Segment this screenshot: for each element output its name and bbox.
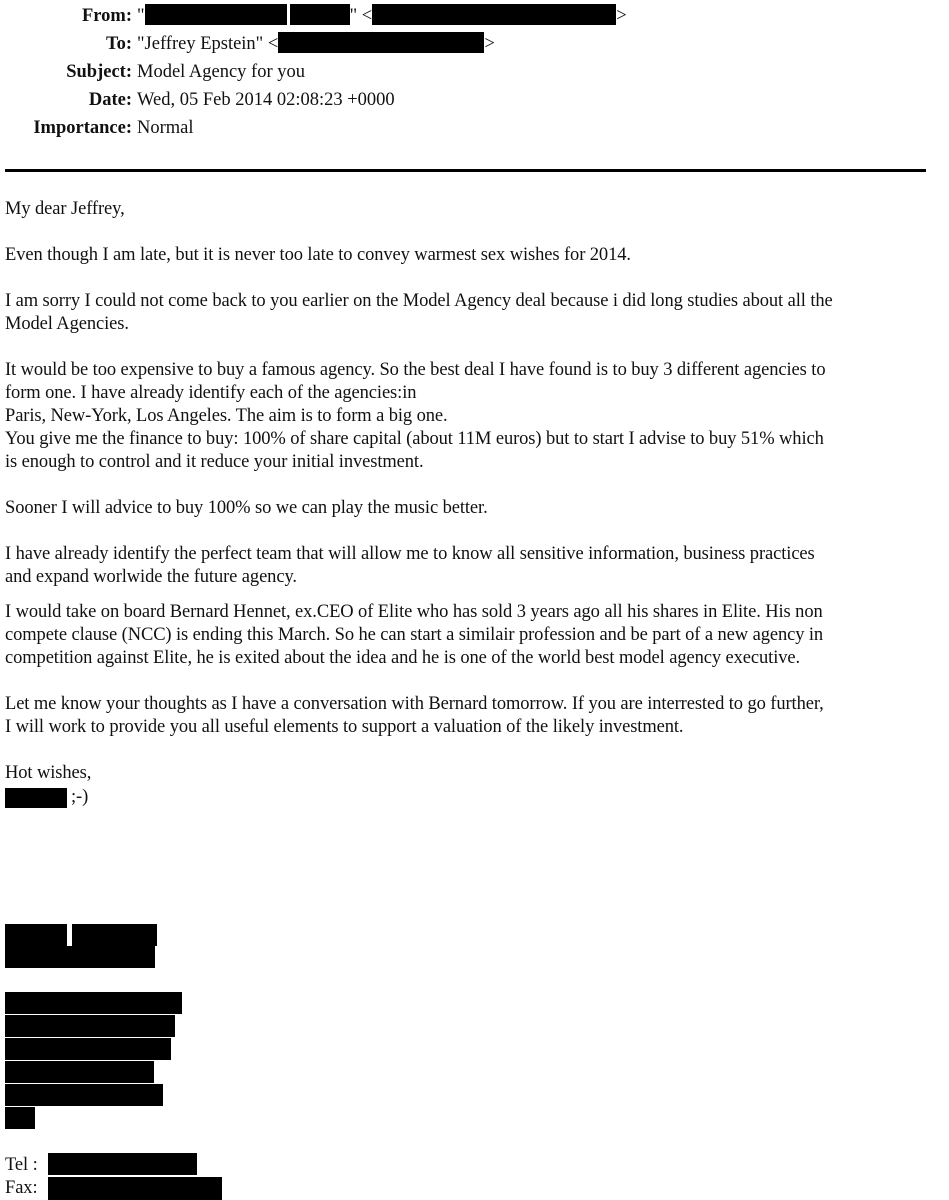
body-line: I will work to provide you all useful elements to support a valuation of the likely investment.	[5, 717, 684, 737]
signoff-emoticon: ;-)	[71, 787, 89, 807]
body-line: It would be too expensive to buy a famous agency. So the best deal I have found is to buy 3 different agencies to	[5, 360, 826, 380]
body-line: Sooner I will advice to buy 100% so we can play the music better.	[5, 498, 488, 518]
body-line: I have already identify the perfect team that will allow me to know all sensitive information, business practices	[5, 544, 815, 564]
from-label: From:	[82, 6, 132, 26]
to-name: "Jeffrey Epstein" <	[137, 34, 279, 54]
redaction-block	[72, 924, 157, 946]
redaction-block	[5, 1107, 35, 1129]
from-quote-close: " <	[349, 6, 373, 26]
body-line: Let me know your thoughts as I have a conversation with Bernard tomorrow. If you are interrested to go further,	[5, 694, 824, 714]
redaction-block	[5, 924, 67, 946]
redaction-block	[48, 1177, 222, 1200]
date-label: Date:	[88, 90, 132, 110]
redaction-block	[372, 4, 616, 25]
closing: Hot wishes,	[5, 763, 92, 783]
from-value	[137, 6, 627, 26]
redaction-block	[5, 1084, 163, 1106]
salutation: My dear Jeffrey,	[5, 199, 125, 219]
header-subject-row	[0, 60, 940, 84]
body-line: I am sorry I could not come back to you earlier on the Model Agency deal because i did long studies about all the	[5, 291, 833, 311]
header-from-row	[0, 4, 940, 28]
subject-label: Subject:	[66, 62, 132, 82]
body-line: You give me the finance to buy: 100% of share capital (about 11M euros) but to start I advise to buy 51% which	[5, 429, 824, 449]
body-line: and expand worlwide the future agency.	[5, 567, 297, 587]
redaction-block	[5, 1038, 171, 1060]
tel-label: Tel :	[5, 1155, 38, 1175]
body-line: form one. I have already identify each of the agencies:in	[5, 383, 417, 403]
from-bracket-close: >	[616, 6, 627, 26]
body-line: Model Agencies.	[5, 314, 129, 334]
importance-value: Normal	[137, 118, 194, 138]
body-line: is enough to control and it reduce your initial investment.	[5, 452, 424, 472]
from-quote-open: "	[137, 6, 145, 26]
body-line: competition against Elite, he is exited about the idea and he is one of the world best model agency executive.	[5, 648, 801, 668]
fax-label: Fax:	[5, 1178, 38, 1198]
header-to-row	[0, 32, 940, 56]
body-line: Even though I am late, but it is never too late to convey warmest sex wishes for 2014.	[5, 245, 631, 265]
redaction-block	[278, 32, 484, 53]
importance-label: Importance:	[33, 118, 132, 138]
header-date-row	[0, 88, 940, 112]
body-line: Paris, New-York, Los Angeles. The aim is to form a big one.	[5, 406, 448, 426]
redaction-block	[5, 1015, 175, 1037]
header-divider	[5, 169, 926, 172]
body-line: compete clause (NCC) is ending this March. So he can start a similair profession and be part of a new agency in	[5, 625, 824, 645]
redaction-block	[48, 1153, 197, 1175]
redaction-block	[5, 946, 155, 968]
date-value: Wed, 05 Feb 2014 02:08:23 +0000	[137, 90, 395, 110]
to-value	[137, 34, 495, 54]
redaction-block	[5, 1061, 154, 1083]
subject-value: Model Agency for you	[137, 62, 306, 82]
body-line: I would take on board Bernard Hennet, ex.CEO of Elite who has sold 3 years ago all his shares in Elite. His non	[5, 602, 823, 622]
header-importance-row	[0, 116, 940, 140]
to-bracket-close: >	[484, 34, 495, 54]
redaction-block	[5, 788, 67, 808]
to-label: To:	[105, 34, 132, 54]
redaction-block	[145, 4, 287, 25]
redaction-block	[5, 992, 182, 1014]
redaction-block	[290, 4, 350, 25]
